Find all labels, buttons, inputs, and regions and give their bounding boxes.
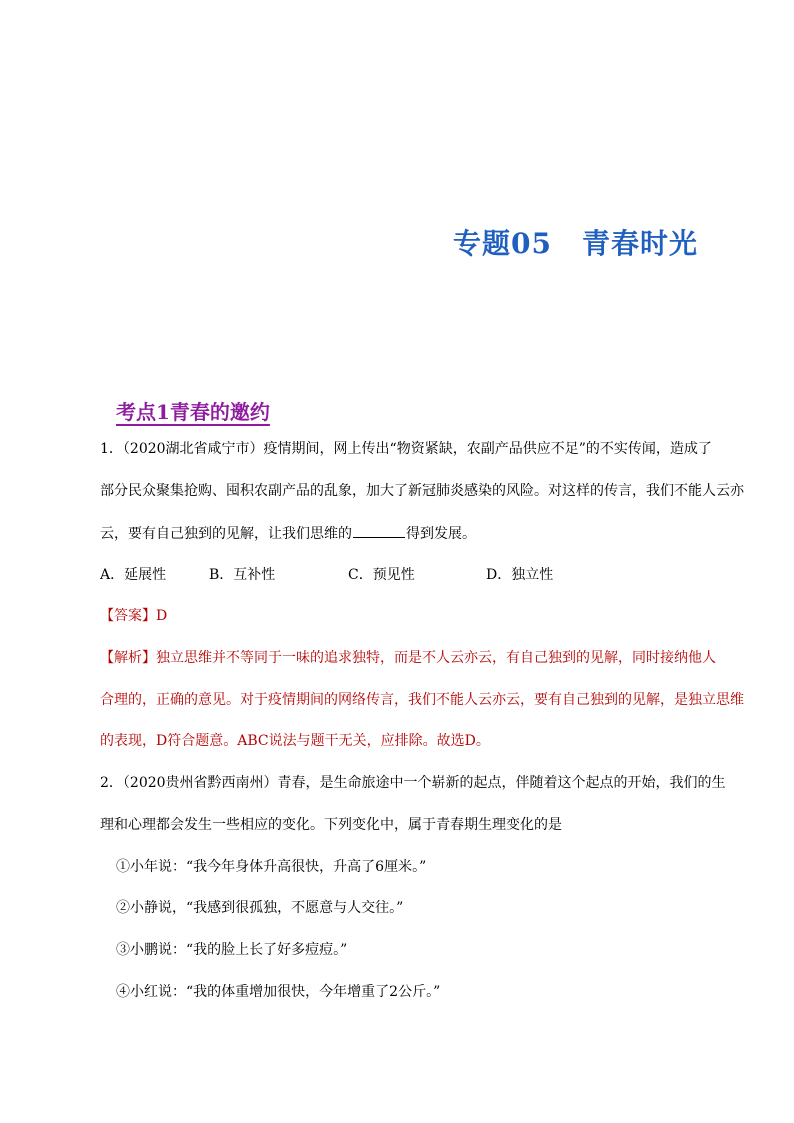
option-c: C．预见性: [348, 567, 415, 583]
analysis-line-2: 合理的，正确的意见。对于疫情期间的网络传言，我们不能人云亦云，要有自己独到的见解，是独立思维: [100, 692, 744, 708]
option-b: B．互补性: [209, 567, 276, 583]
title-subject: 青春时光: [581, 227, 698, 260]
title-topic: 专题05: [453, 227, 552, 260]
analysis-line-1: 【解析】独立思维并不等同于一味的追求独特，而是不人云亦云，有自己独到的见解，同时接纳他人: [100, 650, 716, 666]
question-2-item: ④小红说：“我的体重增加很快，今年增重了2公斤。”: [116, 984, 441, 1000]
question-1-line-3-end: 得到发展。: [406, 526, 476, 542]
option-a: A．延展性: [100, 567, 167, 583]
question-1-line-3-start: 云，要有自己独到的见解，让我们思维的: [100, 526, 352, 542]
question-2-line-2: 理和心理都会发生一些相应的变化。下列变化中，属于青春期生理变化的是: [100, 817, 562, 833]
page-title: [0, 222, 698, 262]
question-1-line-3: [100, 523, 476, 544]
section-heading: 考点1青春的邀约: [116, 400, 270, 424]
question-1-line-1: 1．（2020湖北省咸宁市）疫情期间，网上传出“物资紧缺，农副产品供应不足”的不实传闻，造成了: [100, 441, 712, 457]
question-2-line-1: 2．（2020贵州省黔西南州）青春，是生命旅途中一个崭新的起点，伴随着这个起点的开始，我们的生: [100, 775, 726, 791]
analysis-line-3: 的表现，D符合题意。ABC说法与题干无关，应排除。故选D。: [100, 733, 490, 749]
fill-blank: [353, 523, 405, 538]
question-2-item: ②小静说，“我感到很孤独，不愿意与人交往。”: [116, 900, 404, 916]
question-2-item: ③小鹏说：“我的脸上长了好多痘痘。”: [116, 942, 348, 958]
question-1-options: [100, 565, 553, 585]
answer-label: 【答案】D: [100, 608, 168, 624]
question-1-line-2: 部分民众聚集抢购、囤积农副产品的乱象，加大了新冠肺炎感染的风险。对这样的传言，我们不能人云亦: [100, 483, 744, 499]
option-d: D．独立性: [486, 567, 554, 583]
question-2-item: ①小年说：“我今年身体升高很快，升高了6厘米。”: [116, 859, 427, 875]
